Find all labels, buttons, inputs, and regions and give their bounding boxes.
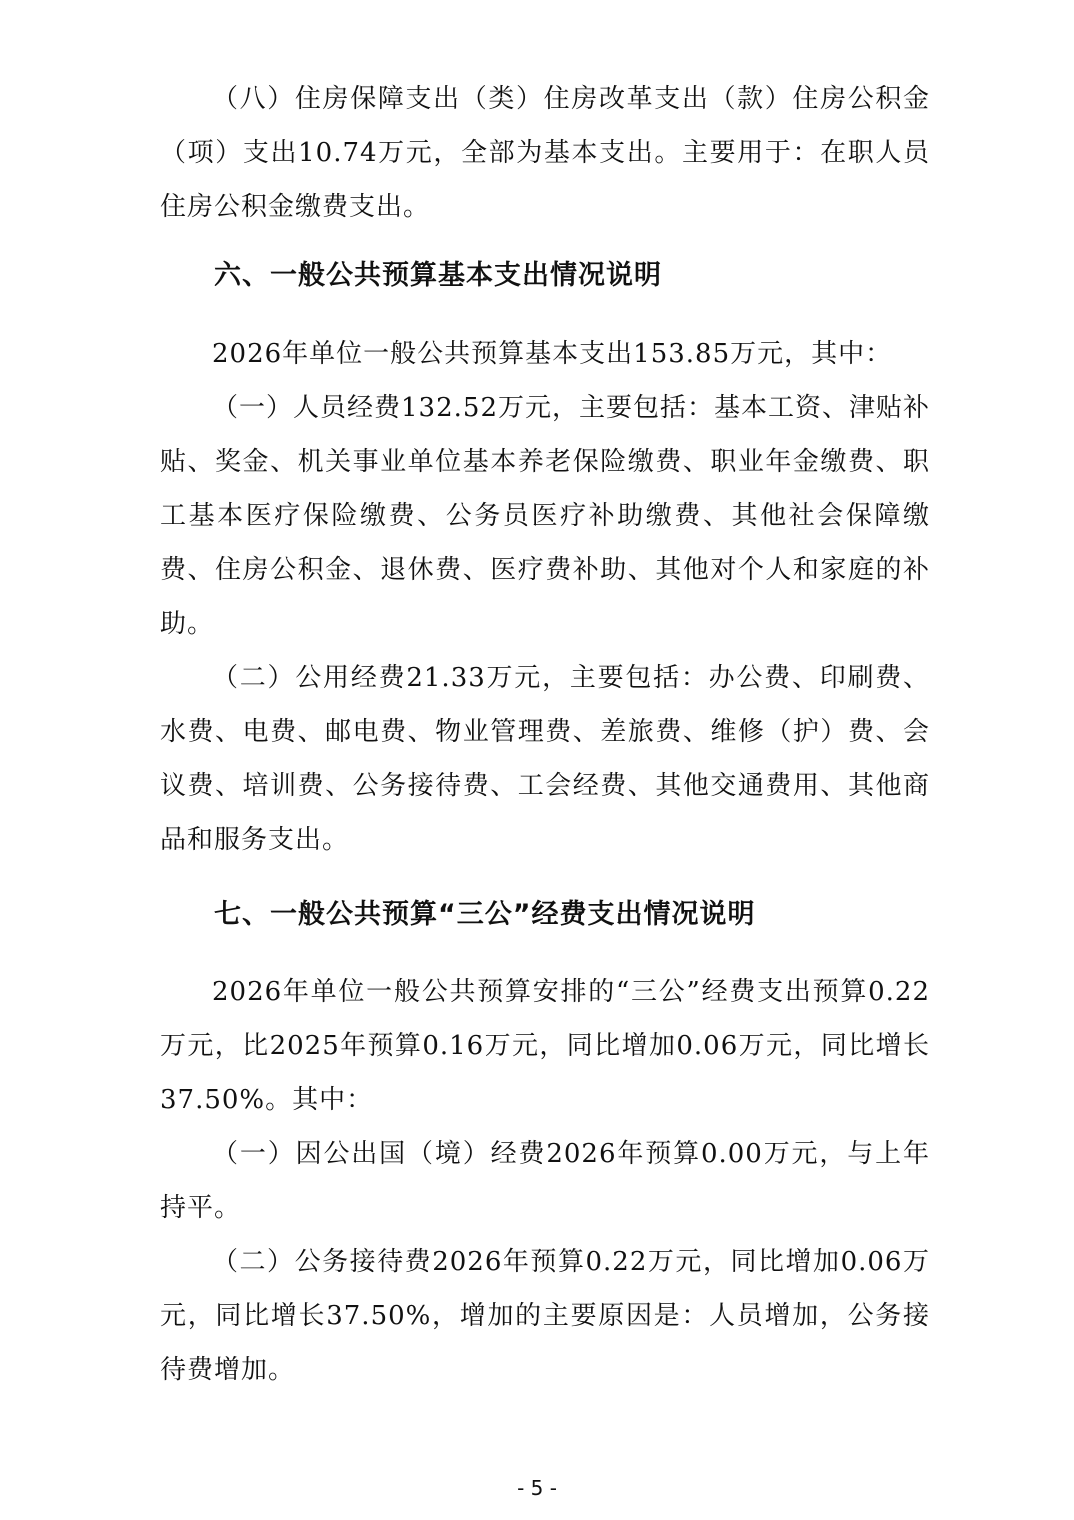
paragraph-three-public-total: 2026年单位一般公共预算安排的“三公”经费支出预算0.22万元，比2025年预算0.16万元，同比增加0.06万元，同比增长37.50%。其中： xyxy=(160,977,930,1115)
paragraph-reception-expenses: （二）公务接待费2026年预算0.22万元，同比增加0.06万元，同比增长37.50%，增加的主要原因是：人员增加，公务接待费增加。 xyxy=(160,1247,930,1385)
section-heading-three-public-expenses: 七、一般公共预算“三公”经费支出情况说明 xyxy=(214,899,756,930)
paragraph-abroad-expenses: （一）因公出国（境）经费2026年预算0.00万元，与上年持平。 xyxy=(160,1139,930,1223)
page-number: - 5 - xyxy=(517,1476,557,1500)
section-heading-basic-expenditure: 六、一般公共预算基本支出情况说明 xyxy=(214,260,662,291)
paragraph-basic-expenditure-total: 2026年单位一般公共预算基本支出153.85万元，其中： xyxy=(212,339,893,369)
paragraph-housing-expenditure: （八）住房保障支出（类）住房改革支出（款）住房公积金（项）支出10.74万元，全部为基本支出。主要用于：在职人员住房公积金缴费支出。 xyxy=(160,84,930,222)
paragraph-public-expenses: （二）公用经费21.33万元，主要包括：办公费、印刷费、水费、电费、邮电费、物业管理费、差旅费、维修（护）费、会议费、培训费、公务接待费、工会经费、其他交通费用、其他商品和服务支出。 xyxy=(160,663,930,855)
paragraph-personnel-expenses: （一）人员经费132.52万元，主要包括：基本工资、津贴补贴、奖金、机关事业单位基本养老保险缴费、职业年金缴费、职工基本医疗保险缴费、公务员医疗补助缴费、其他社会保障缴费、住房公积金、退休费、医疗费补助、其他对个人和家庭的补助。 xyxy=(160,393,930,639)
